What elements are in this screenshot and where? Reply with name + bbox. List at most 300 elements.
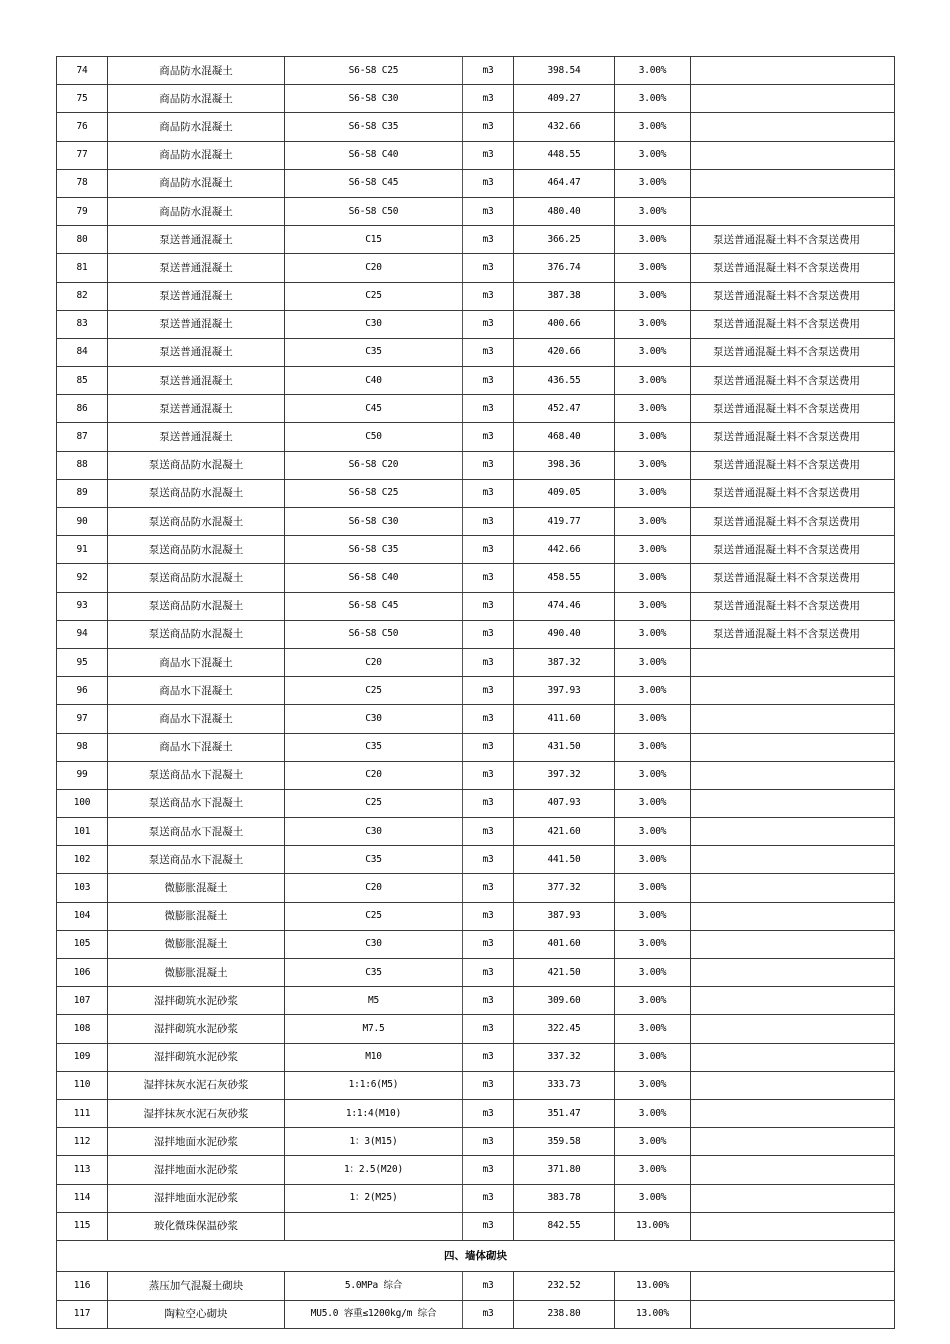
unit-cell: m3 (463, 169, 514, 197)
specification-cell: S6-S8 C40 (285, 141, 463, 169)
specification-cell: C30 (285, 705, 463, 733)
row-number-cell: 96 (57, 677, 108, 705)
row-number-cell: 75 (57, 85, 108, 113)
remark-cell (691, 1184, 895, 1212)
unit-cell: m3 (463, 1272, 514, 1300)
material-name-cell: 玻化微珠保温砂浆 (108, 1212, 285, 1240)
specification-cell: 1：2.5(M20) (285, 1156, 463, 1184)
tax-rate-cell: 13.00% (615, 1300, 691, 1328)
row-number-cell: 112 (57, 1128, 108, 1156)
specification-cell: C25 (285, 902, 463, 930)
material-name-cell: 商品防水混凝土 (108, 85, 285, 113)
material-name-cell: 泵送商品水下混凝土 (108, 761, 285, 789)
material-name-cell: 湿拌抹灰水泥石灰砂浆 (108, 1071, 285, 1099)
remark-cell (691, 169, 895, 197)
table-body (57, 57, 895, 1329)
row-number-cell: 92 (57, 564, 108, 592)
unit-cell: m3 (463, 620, 514, 648)
unit-cell: m3 (463, 508, 514, 536)
tax-rate-cell: 3.00% (615, 761, 691, 789)
material-name-cell: 湿拌地面水泥砂浆 (108, 1128, 285, 1156)
tax-rate-cell: 3.00% (615, 113, 691, 141)
tax-rate-cell: 13.00% (615, 1212, 691, 1240)
table-row (57, 874, 895, 902)
remark-cell (691, 761, 895, 789)
table-row (57, 85, 895, 113)
specification-cell: C45 (285, 395, 463, 423)
unit-cell: m3 (463, 1156, 514, 1184)
specification-cell: C25 (285, 677, 463, 705)
tax-rate-cell: 3.00% (615, 789, 691, 817)
unit-price-cell: 401.60 (514, 930, 615, 958)
tax-rate-cell: 3.00% (615, 536, 691, 564)
row-number-cell: 81 (57, 254, 108, 282)
material-name-cell: 泵送普通混凝土 (108, 338, 285, 366)
tax-rate-cell: 3.00% (615, 564, 691, 592)
remark-cell: 泵送普通混凝土料不含泵送费用 (691, 254, 895, 282)
unit-cell: m3 (463, 818, 514, 846)
table-row (57, 677, 895, 705)
material-name-cell: 泵送商品防水混凝土 (108, 479, 285, 507)
remark-cell: 泵送普通混凝土料不含泵送费用 (691, 620, 895, 648)
row-number-cell: 98 (57, 733, 108, 761)
tax-rate-cell: 3.00% (615, 479, 691, 507)
specification-cell: MU5.0 容重≤1200kg/m 综合 (285, 1300, 463, 1328)
table-row (57, 141, 895, 169)
unit-cell: m3 (463, 423, 514, 451)
unit-price-cell: 448.55 (514, 141, 615, 169)
row-number-cell: 94 (57, 620, 108, 648)
material-name-cell: 泵送普通混凝土 (108, 423, 285, 451)
table-row (57, 902, 895, 930)
tax-rate-cell: 3.00% (615, 1099, 691, 1127)
unit-cell: m3 (463, 367, 514, 395)
specification-cell: C35 (285, 959, 463, 987)
unit-price-cell: 452.47 (514, 395, 615, 423)
table-row (57, 226, 895, 254)
unit-price-cell: 238.80 (514, 1300, 615, 1328)
material-name-cell: 泵送商品水下混凝土 (108, 846, 285, 874)
tax-rate-cell: 3.00% (615, 1043, 691, 1071)
row-number-cell: 114 (57, 1184, 108, 1212)
table-row (57, 254, 895, 282)
unit-cell: m3 (463, 536, 514, 564)
unit-cell: m3 (463, 141, 514, 169)
unit-price-cell: 464.47 (514, 169, 615, 197)
tax-rate-cell: 3.00% (615, 338, 691, 366)
table-row (57, 930, 895, 958)
row-number-cell: 91 (57, 536, 108, 564)
unit-cell: m3 (463, 395, 514, 423)
material-name-cell: 商品水下混凝土 (108, 733, 285, 761)
material-name-cell: 泵送普通混凝土 (108, 395, 285, 423)
unit-price-cell: 490.40 (514, 620, 615, 648)
material-name-cell: 商品防水混凝土 (108, 197, 285, 225)
unit-cell: m3 (463, 789, 514, 817)
unit-price-cell: 322.45 (514, 1015, 615, 1043)
unit-cell: m3 (463, 564, 514, 592)
tax-rate-cell: 3.00% (615, 874, 691, 902)
remark-cell (691, 1212, 895, 1240)
unit-price-cell: 351.47 (514, 1099, 615, 1127)
tax-rate-cell: 3.00% (615, 959, 691, 987)
unit-price-cell: 232.52 (514, 1272, 615, 1300)
remark-cell (691, 113, 895, 141)
unit-cell: m3 (463, 1071, 514, 1099)
unit-price-cell: 398.36 (514, 451, 615, 479)
material-name-cell: 微膨胀混凝土 (108, 930, 285, 958)
unit-price-cell: 842.55 (514, 1212, 615, 1240)
remark-cell: 泵送普通混凝土料不含泵送费用 (691, 508, 895, 536)
specification-cell: M5 (285, 987, 463, 1015)
unit-cell: m3 (463, 254, 514, 282)
material-name-cell: 陶粒空心砌块 (108, 1300, 285, 1328)
specification-cell: 1:1:4(M10) (285, 1099, 463, 1127)
material-name-cell: 商品水下混凝土 (108, 648, 285, 676)
table-row (57, 451, 895, 479)
unit-price-cell: 407.93 (514, 789, 615, 817)
row-number-cell: 80 (57, 226, 108, 254)
remark-cell (691, 1156, 895, 1184)
unit-price-cell: 436.55 (514, 367, 615, 395)
material-name-cell: 湿拌砌筑水泥砂浆 (108, 987, 285, 1015)
specification-cell: S6-S8 C25 (285, 479, 463, 507)
unit-cell: m3 (463, 761, 514, 789)
unit-cell: m3 (463, 930, 514, 958)
row-number-cell: 109 (57, 1043, 108, 1071)
material-name-cell: 商品水下混凝土 (108, 677, 285, 705)
unit-cell: m3 (463, 648, 514, 676)
tax-rate-cell: 3.00% (615, 367, 691, 395)
tax-rate-cell: 13.00% (615, 1272, 691, 1300)
unit-cell: m3 (463, 987, 514, 1015)
material-name-cell: 泵送商品防水混凝土 (108, 620, 285, 648)
table-row (57, 197, 895, 225)
remark-cell: 泵送普通混凝土料不含泵送费用 (691, 536, 895, 564)
material-name-cell: 微膨胀混凝土 (108, 959, 285, 987)
unit-price-cell: 431.50 (514, 733, 615, 761)
specification-cell: S6-S8 C20 (285, 451, 463, 479)
material-name-cell: 商品防水混凝土 (108, 57, 285, 85)
row-number-cell: 107 (57, 987, 108, 1015)
material-name-cell: 商品水下混凝土 (108, 705, 285, 733)
specification-cell: C20 (285, 254, 463, 282)
specification-cell: C30 (285, 930, 463, 958)
remark-cell (691, 874, 895, 902)
material-name-cell: 微膨胀混凝土 (108, 874, 285, 902)
remark-cell: 泵送普通混凝土料不含泵送费用 (691, 592, 895, 620)
unit-price-cell: 409.27 (514, 85, 615, 113)
specification-cell: 5.0MPa 综合 (285, 1272, 463, 1300)
table-row (57, 1071, 895, 1099)
table-row (57, 1128, 895, 1156)
row-number-cell: 106 (57, 959, 108, 987)
row-number-cell: 103 (57, 874, 108, 902)
material-name-cell: 泵送商品水下混凝土 (108, 818, 285, 846)
specification-cell: S6-S8 C45 (285, 169, 463, 197)
unit-cell: m3 (463, 1099, 514, 1127)
row-number-cell: 116 (57, 1272, 108, 1300)
row-number-cell: 115 (57, 1212, 108, 1240)
tax-rate-cell: 3.00% (615, 57, 691, 85)
material-name-cell: 湿拌砌筑水泥砂浆 (108, 1043, 285, 1071)
material-name-cell: 湿拌地面水泥砂浆 (108, 1156, 285, 1184)
table-row (57, 1156, 895, 1184)
remark-cell: 泵送普通混凝土料不含泵送费用 (691, 479, 895, 507)
unit-cell: m3 (463, 874, 514, 902)
tax-rate-cell: 3.00% (615, 395, 691, 423)
table-row (57, 1300, 895, 1328)
material-name-cell: 湿拌砌筑水泥砂浆 (108, 1015, 285, 1043)
tax-rate-cell: 3.00% (615, 648, 691, 676)
table-row (57, 733, 895, 761)
tax-rate-cell: 3.00% (615, 141, 691, 169)
unit-price-cell: 397.93 (514, 677, 615, 705)
table-row (57, 987, 895, 1015)
table-row (57, 169, 895, 197)
table-row (57, 395, 895, 423)
row-number-cell: 104 (57, 902, 108, 930)
specification-cell: 1:1:6(M5) (285, 1071, 463, 1099)
table-row (57, 761, 895, 789)
unit-price-cell: 441.50 (514, 846, 615, 874)
row-number-cell: 82 (57, 282, 108, 310)
table-row (57, 620, 895, 648)
unit-price-cell: 371.80 (514, 1156, 615, 1184)
tax-rate-cell: 3.00% (615, 508, 691, 536)
table-row (57, 1099, 895, 1127)
tax-rate-cell: 3.00% (615, 1071, 691, 1099)
table-row (57, 648, 895, 676)
row-number-cell: 78 (57, 169, 108, 197)
table-row (57, 57, 895, 85)
specification-cell: C30 (285, 310, 463, 338)
unit-cell: m3 (463, 197, 514, 225)
unit-cell: m3 (463, 592, 514, 620)
specification-cell: C20 (285, 761, 463, 789)
table-row (57, 1272, 895, 1300)
tax-rate-cell: 3.00% (615, 451, 691, 479)
tax-rate-cell: 3.00% (615, 818, 691, 846)
remark-cell: 泵送普通混凝土料不含泵送费用 (691, 423, 895, 451)
tax-rate-cell: 3.00% (615, 282, 691, 310)
tax-rate-cell: 3.00% (615, 423, 691, 451)
remark-cell: 泵送普通混凝土料不含泵送费用 (691, 395, 895, 423)
material-name-cell: 商品防水混凝土 (108, 141, 285, 169)
specification-cell (285, 1212, 463, 1240)
remark-cell (691, 197, 895, 225)
unit-price-cell: 458.55 (514, 564, 615, 592)
unit-price-cell: 383.78 (514, 1184, 615, 1212)
unit-price-cell: 376.74 (514, 254, 615, 282)
tax-rate-cell: 3.00% (615, 1156, 691, 1184)
row-number-cell: 108 (57, 1015, 108, 1043)
specification-cell: C35 (285, 338, 463, 366)
unit-price-cell: 337.32 (514, 1043, 615, 1071)
remark-cell (691, 930, 895, 958)
table-row (57, 338, 895, 366)
specification-cell: C50 (285, 423, 463, 451)
remark-cell (691, 1071, 895, 1099)
tax-rate-cell: 3.00% (615, 1015, 691, 1043)
remark-cell: 泵送普通混凝土料不含泵送费用 (691, 451, 895, 479)
specification-cell: S6-S8 C50 (285, 197, 463, 225)
specification-cell: S6-S8 C25 (285, 57, 463, 85)
row-number-cell: 76 (57, 113, 108, 141)
tax-rate-cell: 3.00% (615, 226, 691, 254)
remark-cell (691, 1272, 895, 1300)
material-name-cell: 湿拌抹灰水泥石灰砂浆 (108, 1099, 285, 1127)
specification-cell: S6-S8 C35 (285, 113, 463, 141)
row-number-cell: 99 (57, 761, 108, 789)
remark-cell (691, 789, 895, 817)
table-row (57, 818, 895, 846)
unit-cell: m3 (463, 1015, 514, 1043)
specification-cell: S6-S8 C30 (285, 85, 463, 113)
material-name-cell: 蒸压加气混凝土砌块 (108, 1272, 285, 1300)
material-name-cell: 泵送商品防水混凝土 (108, 451, 285, 479)
row-number-cell: 117 (57, 1300, 108, 1328)
material-name-cell: 微膨胀混凝土 (108, 902, 285, 930)
row-number-cell: 85 (57, 367, 108, 395)
remark-cell (691, 733, 895, 761)
unit-price-cell: 468.40 (514, 423, 615, 451)
material-name-cell: 泵送普通混凝土 (108, 282, 285, 310)
remark-cell (691, 705, 895, 733)
unit-price-cell: 409.05 (514, 479, 615, 507)
specification-cell: C35 (285, 846, 463, 874)
unit-price-cell: 359.58 (514, 1128, 615, 1156)
remark-cell (691, 818, 895, 846)
unit-price-cell: 397.32 (514, 761, 615, 789)
specification-cell: C25 (285, 789, 463, 817)
tax-rate-cell: 3.00% (615, 677, 691, 705)
tax-rate-cell: 3.00% (615, 733, 691, 761)
remark-cell: 泵送普通混凝土料不含泵送费用 (691, 564, 895, 592)
unit-price-cell: 398.54 (514, 57, 615, 85)
material-name-cell: 泵送商品防水混凝土 (108, 592, 285, 620)
section-title: 四、墙体砌块 (57, 1240, 895, 1272)
remark-cell (691, 677, 895, 705)
row-number-cell: 87 (57, 423, 108, 451)
unit-cell: m3 (463, 226, 514, 254)
row-number-cell: 77 (57, 141, 108, 169)
row-number-cell: 95 (57, 648, 108, 676)
table-row (57, 592, 895, 620)
remark-cell (691, 846, 895, 874)
table-row (57, 479, 895, 507)
specification-cell: C20 (285, 874, 463, 902)
remark-cell (691, 1128, 895, 1156)
table-row (57, 846, 895, 874)
row-number-cell: 113 (57, 1156, 108, 1184)
specification-cell: S6-S8 C45 (285, 592, 463, 620)
table-row (57, 564, 895, 592)
material-name-cell: 泵送商品水下混凝土 (108, 789, 285, 817)
row-number-cell: 100 (57, 789, 108, 817)
unit-price-cell: 411.60 (514, 705, 615, 733)
remark-cell: 泵送普通混凝土料不含泵送费用 (691, 226, 895, 254)
unit-price-cell: 366.25 (514, 226, 615, 254)
table-row (57, 508, 895, 536)
specification-cell: S6-S8 C30 (285, 508, 463, 536)
table-row (57, 310, 895, 338)
unit-cell: m3 (463, 677, 514, 705)
unit-cell: m3 (463, 57, 514, 85)
tax-rate-cell: 3.00% (615, 902, 691, 930)
material-name-cell: 泵送商品防水混凝土 (108, 508, 285, 536)
price-sheet (56, 56, 894, 1329)
row-number-cell: 105 (57, 930, 108, 958)
material-name-cell: 商品防水混凝土 (108, 113, 285, 141)
unit-price-cell: 420.66 (514, 338, 615, 366)
specification-cell: M10 (285, 1043, 463, 1071)
tax-rate-cell: 3.00% (615, 987, 691, 1015)
row-number-cell: 102 (57, 846, 108, 874)
specification-cell: 1：2(M25) (285, 1184, 463, 1212)
table-row (57, 282, 895, 310)
table-row (57, 959, 895, 987)
remark-cell (691, 959, 895, 987)
material-name-cell: 泵送普通混凝土 (108, 310, 285, 338)
row-number-cell: 88 (57, 451, 108, 479)
remark-cell (691, 57, 895, 85)
table-row (57, 1015, 895, 1043)
specification-cell: C20 (285, 648, 463, 676)
specification-cell: C25 (285, 282, 463, 310)
unit-cell: m3 (463, 338, 514, 366)
row-number-cell: 84 (57, 338, 108, 366)
remark-cell: 泵送普通混凝土料不含泵送费用 (691, 310, 895, 338)
specification-cell: C15 (285, 226, 463, 254)
row-number-cell: 89 (57, 479, 108, 507)
remark-cell (691, 1015, 895, 1043)
specification-cell: C40 (285, 367, 463, 395)
table-row (57, 1212, 895, 1240)
table-row (57, 423, 895, 451)
tax-rate-cell: 3.00% (615, 197, 691, 225)
remark-cell (691, 1043, 895, 1071)
unit-cell: m3 (463, 282, 514, 310)
unit-cell: m3 (463, 1184, 514, 1212)
table-row (57, 705, 895, 733)
tax-rate-cell: 3.00% (615, 846, 691, 874)
tax-rate-cell: 3.00% (615, 705, 691, 733)
specification-cell: M7.5 (285, 1015, 463, 1043)
tax-rate-cell: 3.00% (615, 169, 691, 197)
unit-price-cell: 421.50 (514, 959, 615, 987)
unit-cell: m3 (463, 85, 514, 113)
unit-cell: m3 (463, 846, 514, 874)
unit-cell: m3 (463, 113, 514, 141)
unit-price-cell: 419.77 (514, 508, 615, 536)
specification-cell: S6-S8 C35 (285, 536, 463, 564)
table-row (57, 1043, 895, 1071)
material-name-cell: 泵送商品防水混凝土 (108, 564, 285, 592)
specification-cell: S6-S8 C50 (285, 620, 463, 648)
row-number-cell: 83 (57, 310, 108, 338)
unit-price-cell: 309.60 (514, 987, 615, 1015)
specification-cell: S6-S8 C40 (285, 564, 463, 592)
remark-cell (691, 648, 895, 676)
tax-rate-cell: 3.00% (615, 592, 691, 620)
tax-rate-cell: 3.00% (615, 85, 691, 113)
table-row (57, 1184, 895, 1212)
remark-cell (691, 1300, 895, 1328)
row-number-cell: 111 (57, 1099, 108, 1127)
specification-cell: C35 (285, 733, 463, 761)
specification-cell: 1：3(M15) (285, 1128, 463, 1156)
